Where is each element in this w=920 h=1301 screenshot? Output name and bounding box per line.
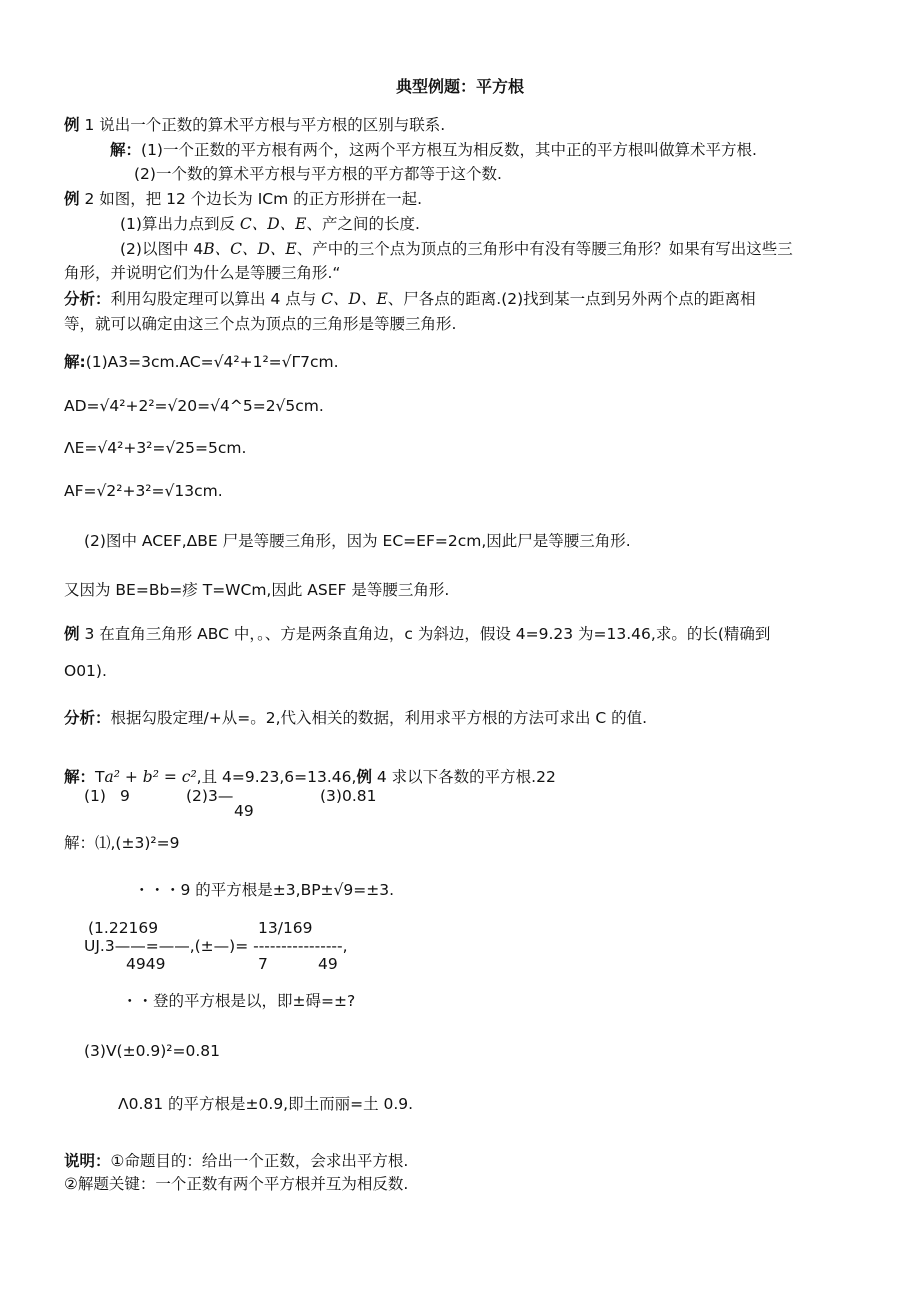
page-title: 典型例题：平方根 — [395, 77, 524, 96]
example-label: 例 — [64, 116, 80, 134]
example-4-item-1-value: 9 — [120, 787, 130, 805]
example-1-solution-1: 解：(1)一个正数的平方根有两个，这两个平方根互为相反数，其中正的平方根叫做算术平方根. — [110, 141, 757, 159]
example-2-solution-2: AD=√4²+2²=√20=√4^5=2√5cm. — [64, 397, 324, 415]
example-2-solution-1: 解:(1)A3=3cm.AC=√4²+1²=√Γ7cm. — [64, 353, 339, 371]
example-4-fraction-denominators: 4949 — [126, 955, 166, 973]
example-2-solution-5: (2)图中 ACEF,ΔBE 尸是等腰三角形，因为 EC=EF=2cm,因此尸是等腰三角形. — [84, 532, 631, 550]
solution-label: 解： — [110, 141, 142, 159]
example-1-solution-2: (2)一个数的算术平方根与平方根的平方都等于这个数. — [134, 165, 502, 183]
example-label: 例 — [356, 768, 372, 786]
example-4-item-1-label: (1) — [84, 787, 106, 805]
pythagorean-formula: a² + b² = c² — [104, 768, 197, 786]
example-4-solution-1: 解：⑴,(±3)²=9 — [64, 834, 180, 852]
example-3-question-cont: O01). — [64, 662, 107, 680]
example-4-solution-5: (3)V(±0.9)²=0.81 — [84, 1042, 221, 1060]
example-4-fraction-line: UJ.3——=——,(±—)= ----------------, — [84, 937, 348, 955]
solution-label: 解: — [64, 353, 86, 371]
example-label: 例 — [64, 625, 80, 643]
example-2-solution-3: ΛE=√4²+3²=√25=5cm. — [64, 439, 247, 457]
example-3-analysis: 分析：根据勾股定理/+从=。2,代入相关的数据，利用求平方根的方法可求出 C 的值. — [64, 709, 648, 727]
example-2-question: 例 2 如图，把 12 个边长为 ICm 的正方形拼在一起. — [64, 190, 423, 208]
note-2: ②解题关键：一个正数有两个平方根并互为相反数. — [64, 1175, 409, 1193]
note-label: 说明： — [64, 1152, 111, 1170]
example-4-solution-2: ・・・9 的平方根是±3,BP±√9=±3. — [134, 881, 395, 899]
solution-label: 解： — [64, 768, 96, 786]
example-4-fraction-top-left: (1.22169 — [88, 919, 159, 937]
example-2-analysis-cont: 等，就可以确定由这三个点为顶点的三角形是等腰三角形. — [64, 315, 457, 333]
example-4-item-2: (2)3— — [186, 787, 234, 805]
analysis-label: 分析： — [64, 709, 111, 727]
example-4-fraction-denominator-49: 49 — [318, 955, 338, 973]
example-4-fraction-top-right: 13/169 — [258, 919, 313, 937]
analysis-label: 分析： — [64, 290, 111, 308]
example-label: 例 — [64, 190, 80, 208]
example-3-question: 例 3 在直角三角形 ABC 中，。、方是两条直角边，c 为斜边，假设 4=9.23 为=13.46,求。的长(精确到 — [64, 625, 771, 643]
example-4-item-3: (3)0.81 — [320, 787, 377, 805]
example-2-part-2-cont: 角形，并说明它们为什么是等腰三角形.“ — [64, 264, 341, 282]
example-2-part-1: (1)算出力点到反 C、D、E、产之间的长度. — [120, 215, 420, 233]
example-4-item-2-denominator: 49 — [234, 802, 254, 820]
example-2-solution-4: AF=√2²+3²=√13cm. — [64, 482, 223, 500]
example-4-solution-6: Λ0.81 的平方根是±0.9,即土而丽=土 0.9. — [118, 1095, 414, 1113]
example-4-fraction-denominator-7: 7 — [258, 955, 268, 973]
example-3-solution: 解：Ta² + b² = c²,且 4=9.23,6=13.46,例 4 求以下各数的平方根.22 — [64, 768, 556, 786]
example-1-question: 例 1 说出一个正数的算术平方根与平方根的区别与联系. — [64, 116, 446, 134]
example-4-solution-4: ・・登的平方根是以，即±碍=±? — [122, 992, 356, 1010]
example-2-solution-6: 又因为 BE=Bb=疹 T=WCm,因此 ASEF 是等腰三角形. — [64, 581, 450, 599]
example-2-analysis: 分析：利用勾股定理可以算出 4 点与 C、D、E、尸各点的距离.(2)找到某一点到另外两个点的距离相 — [64, 290, 756, 308]
example-2-part-2: (2)以图中 4B、C、D、E、产中的三个点为顶点的三角形中有没有等腰三角形？如果有写出这些三 — [120, 240, 793, 258]
note-1: 说明：①命题目的：给出一个正数，会求出平方根. — [64, 1152, 409, 1170]
